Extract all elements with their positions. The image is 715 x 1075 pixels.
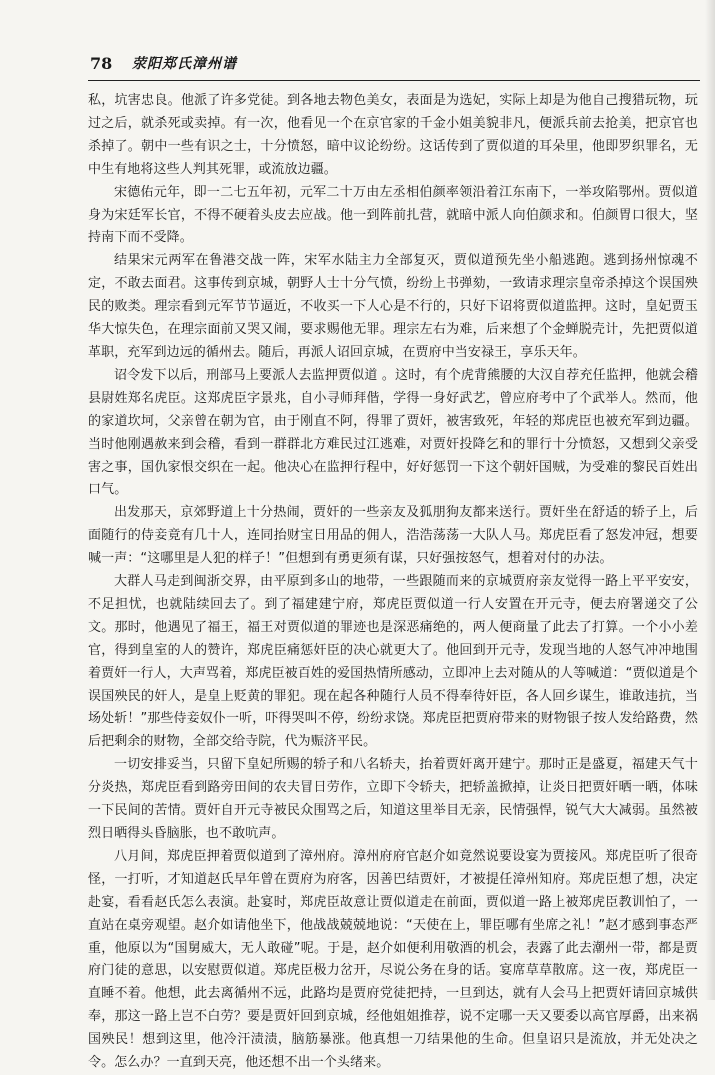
- page-number: 78: [90, 54, 113, 73]
- running-title: 荥阳郑氏漳州谱: [132, 56, 237, 72]
- header-rule: [88, 80, 700, 81]
- page-header: [90, 54, 690, 78]
- paragraph: 一切安排妥当，只留下皇妃所赐的轿子和八名轿夫，抬着贾奸离开建宁。那时正是盛夏，福建天气十分炎热，郑虎臣看到路旁田间的农夫冒日劳作，立即下令轿夫，把轿盖掀掉，让炎日把贾奸晒一晒，体味一下民间的苦情。贾奸自开元寺被民众围骂之后，知道这里举目无亲，民情强悍，锐气大大减弱。虽然被烈日晒得头昏脑胀，也不敢吭声。: [88, 757, 698, 841]
- paragraph: 私，坑害忠良。他派了许多党徒。到各地去物色美女，表面是为选妃，实际上却是为他自己搜猎玩物，玩过之后，就杀死或卖掉。有一次，他看见一个在京官家的千金小姐美貌非凡，便派兵前去抢美，把京官也杀掉了。朝中一些有识之士，十分愤怒，暗中议论纷纷。这话传到了贾似道的耳朵里，他即罗织罪名，无中生有地将这些人判其死罪，或流放边疆。: [88, 93, 698, 177]
- paragraph: 大群人马走到闽浙交界，由平原到多山的地带，一些跟随而来的京城贾府亲友觉得一路上平平安安，不足担忧，也就陆续回去了。到了福建建宁府，郑虎臣贾似道一行人安置在开元寺，便去府署递交了公文。那时，他遇见了福王，福王对贾似道的罪迹也是深恶痛绝的，两人便商量了此去了打算。一个小小差官，得到皇室的人的赞许，郑虎臣痛惩奸臣的决心就更大了。他回到开元寺，发现当地的人怒气冲冲地围着贾奸一行人，大声骂着，郑虎臣被百姓的爱国热情所感动，立即冲上去对随从的人等喊道：“贾似道是个误国殃民的奸人，是皇上贬黄的罪犯。现在起各种随行人员不得奉待奸臣，各人回乡谋生，谁敢违抗，当场处斩！”那些侍妾奴仆一听，吓得哭叫不停，纷纷求饶。郑虎臣把贾府带来的财物银子按人发给路费，然后把剩余的财物，全部交给寺院，代为赈济平民。: [88, 574, 698, 750]
- paragraph: 结果宋元两军在鲁港交战一阵，宋军水陆主力全部复灭，贾似道预先坐小船逃跑。逃到扬州惊魂不定，不敢去面君。这事传到京城，朝野人士十分气愤，纷纷上书弹劾，一致请求理宗皇帝杀掉这个误国殃民的败类。理宗看到元军节节逼近，不收买一下人心是不行的，只好下诏将贾似道监押。这时，皇妃贾玉华大惊失色，在理宗面前又哭又闹，要求赐他无罪。理宗左右为难，后来想了个金蝉脱壳计，先把贾似道革职，充军到边远的循州去。随后，再派人诏回京城，在贾府中当安禄王，享乐天年。: [88, 253, 698, 360]
- paragraph: 诏令发下以后，刑部马上要派人去监押贾似道 。这时，有个虎背熊腰的大汉自荐充任监押，他就会稽县尉姓郑名虎臣。这郑虎臣字景兆，自小寻师拜偕，学得一身好武艺，曾应府考中了个武举人。然而，他的家道坎坷，父亲曾在朝为官，由于刚直不阿，得罪了贾奸，被害致死，年轻的郑虎臣也被充军到边疆。当时他刚遇赦来到会稽，看到一群群北方难民过江逃难，对贾奸投降乞和的罪行十分愤怒，又想到父亲受害之事，国仇家恨交织在一起。他决心在监押行程中，好好惩罚一下这个朝奸国贼，为受难的黎民百姓出口气。: [88, 367, 698, 498]
- paragraph: 出发那天，京郊野道上十分热闹，贾奸的一些亲友及狐朋狗友都来送行。贾奸坐在舒适的轿子上，后面随行的侍妾竟有几十人，连同抬财宝日用品的佣人，浩浩荡荡一大队人马。郑虎臣看了怒发冲冠，想要喊一声：“这哪里是人犯的样子！”但想到有勇更须有谋，只好强按怒气，想着对付的办法。: [88, 505, 698, 567]
- body-text: [88, 90, 698, 1071]
- paragraph: 宋德佑元年，即一二七五年初，元军二十万由左丞相伯颜率领沿着江东南下，一举攻陷鄂州。贾似道身为宋廷军长官，不得不硬着头皮去应战。他一到阵前扎营，就暗中派人向伯颜求和。伯颜胃口很大，坚持南下而不受降。: [88, 184, 698, 246]
- page-edge-shadow: [705, 0, 715, 1000]
- paragraph: 八月间，郑虎臣押着贾似道到了漳州府。漳州府府官赵介如竟然说要设宴为贾接风。郑虎臣听了很奇怪，一打听，才知道赵氏早年曾在贾府为府客，因善巴结贾奸，才被提任漳州知府。郑虎臣想了想，决定赴宴，看看赵氏怎么表演。赴宴时，郑虎臣故意让贾似道走在前面，贾似道一路上被郑虎臣教训怕了，一直站在桌旁观望。赵介如请他坐下，他战战兢兢地说：“天使在上，罪臣哪有坐席之礼！”赵才感到事态严重，他原以为“国舅威大，无人敢碰”呢。于是，赵介如便利用敬酒的机会，表露了此去潮州一带，都是贾府门徒的意思，以安慰贾似道。郑虎臣极力岔开，尽说公务在身的话。宴席草草散席。这一夜，郑虎臣一直睡不着。他想，此去离循州不远，此路均是贾府党徒把持，一旦到达，就有人会马上把贾奸请回京城供奉，那这一路上岂不白劳？要是贾奸回到京城，经他姐姐推荐，说不定哪一天又要委以高官厚爵，出来祸国殃民！想到这里，他冷汗渍渍，脑筋暴涨。他真想一刀结果他的生命。但皇诏只是流放，并无处决之令。怎么办？一直到天亮，他还想不出一个头绪来。: [88, 848, 698, 1071]
